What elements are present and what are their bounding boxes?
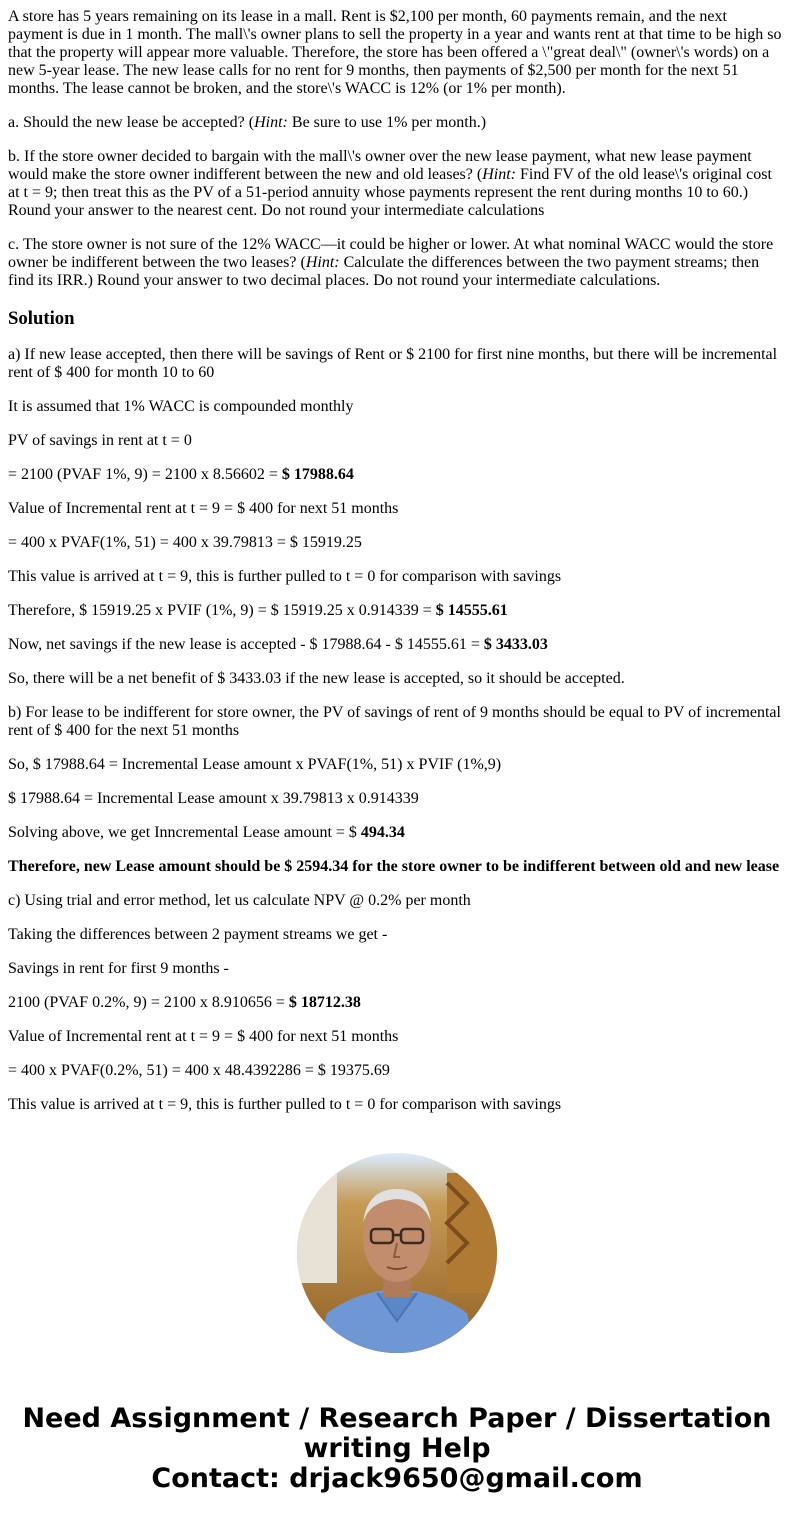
solution-paragraph: So, $ 17988.64 = Incremental Lease amount x PVAF(1%, 51) x PVIF (1%,9): [8, 756, 502, 773]
solution-paragraph: Value of Incremental rent at t = 9 = $ 400 for next 51 months: [8, 500, 399, 517]
solution-paragraph: This value is arrived at t = 9, this is further pulled to t = 0 for comparison with savings: [8, 1096, 562, 1113]
solution-paragraph: 2100 (PVAF 0.2%, 9) = 2100 x 8.910656 = $ 18712.38: [8, 994, 361, 1011]
solution-paragraph: $ 17988.64 = Incremental Lease amount x 39.79813 x 0.914339: [8, 790, 419, 807]
result-value: $ 18712.38: [288, 994, 361, 1011]
hint-label: Hint:: [254, 114, 288, 131]
solution-paragraph: Therefore, $ 15919.25 x PVIF (1%, 9) = $ 15919.25 x 0.914339 = $ 14555.61: [8, 602, 508, 619]
result-value: 494.34: [360, 824, 405, 841]
solution-paragraph: Solving above, we get Inncremental Lease amount = $ 494.34: [8, 824, 405, 841]
hint-label: Hint:: [482, 166, 516, 183]
solution-paragraph: = 400 x PVAF(0.2%, 51) = 400 x 48.4392286 = $ 19375.69: [8, 1062, 390, 1079]
result-value: $ 17988.64: [281, 466, 354, 483]
solution-paragraph: b) For lease to be indifferent for store owner, the PV of savings of rent of 9 months should be equal to PV of incremental rent of $ 400 for the next 51 months: [8, 704, 781, 739]
solution-paragraph: c) Using trial and error method, let us calculate NPV @ 0.2% per month: [8, 892, 471, 909]
solution-paragraph: Now, net savings if the new lease is accepted - $ 17988.64 - $ 14555.61 = $ 3433.03: [8, 636, 548, 653]
solution-paragraph: This value is arrived at t = 9, this is further pulled to t = 0 for comparison with savings: [8, 568, 562, 585]
solution-paragraph: It is assumed that 1% WACC is compounded monthly: [8, 398, 354, 415]
solution-paragraph: a) If new lease accepted, then there will be savings of Rent or $ 2100 for first nine months, but there will be incremental rent of $ 400 for month 10 to 60: [8, 346, 778, 381]
footer-contact: Contact: drjack9650@gmail.com: [151, 1463, 643, 1494]
question-intro: A store has 5 years remaining on its lease in a mall. Rent is $2,100 per month, 60 payments remain, and the next payment is due in 1 month. The mall\'s owner plans to sell the property in a year and wants rent at that time to be high so that the property will appear more valuable. Therefore, the store has been offered a \"great deal\" (owner\'s words) on a new 5-year lease. The new lease calls for no rent for 9 months, then payments of $2,500 per month for the next 51 months. The lease cannot be broken, and the store\'s WACC is 12% (or 1% per month).: [8, 8, 782, 97]
solution-paragraph: So, there will be a net benefit of $ 3433.03 if the new lease is accepted, so it should be accepted.: [8, 670, 625, 687]
tutor-avatar: [297, 1153, 497, 1353]
result-value: $ 14555.61: [435, 602, 508, 619]
solution-paragraph: Taking the differences between 2 payment streams we get -: [8, 926, 388, 943]
result-value: $ 3433.03: [483, 636, 548, 653]
solution-heading: Solution: [8, 308, 75, 329]
footer-line: Need Assignment / Research Paper / Dissertation: [22, 1403, 772, 1434]
solution-paragraph: [8, 858, 786, 876]
contact-footer: [0, 1404, 794, 1494]
conclusion-text: Therefore, new Lease amount should be $ 2594.34 for the store owner to be indifferent between old and new lease: [8, 858, 780, 875]
solution-paragraph: PV of savings in rent at t = 0: [8, 432, 192, 449]
document-content: [8, 8, 786, 1130]
solution-paragraph: = 400 x PVAF(1%, 51) = 400 x 39.79813 = $ 15919.25: [8, 534, 362, 551]
solution-paragraph: = 2100 (PVAF 1%, 9) = 2100 x 8.56602 = $ 17988.64: [8, 466, 354, 483]
solution-paragraph: Value of Incremental rent at t = 9 = $ 400 for next 51 months: [8, 1028, 399, 1045]
question-part-a: a. Should the new lease be accepted? (Hint: Be sure to use 1% per month.): [8, 114, 487, 131]
question-part-b: b. If the store owner decided to bargain with the mall\'s owner over the new lease payment, what new lease payment would make the store owner indifferent between the new and old leases? (Hint: Find FV of the old lease\'s original cost at t = 9; then treat this as the PV of a 51-period annuity whose payments represent the rent during months 10 to 60.) Round your answer to the nearest cent. Do not round your intermediate calculations: [8, 148, 772, 219]
solution-paragraph: Savings in rent for first 9 months -: [8, 960, 229, 977]
footer-line: writing Help: [303, 1433, 491, 1464]
question-part-c: c. The store owner is not sure of the 12% WACC—it could be higher or lower. At what nominal WACC would the store owner be indifferent between the two leases? (Hint: Calculate the differences between the two payment streams; then find its IRR.) Round your answer to two decimal places. Do not round your intermediate calculations.: [8, 236, 774, 289]
tutor-portrait-icon: [297, 1153, 497, 1353]
hint-label: Hint:: [305, 254, 340, 271]
